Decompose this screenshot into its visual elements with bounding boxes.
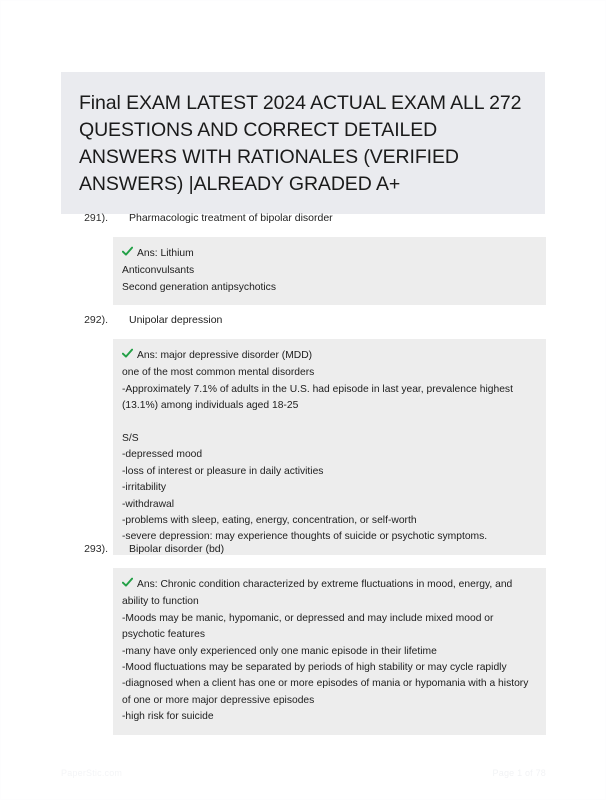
watermark-label: PaperStic.com xyxy=(61,768,123,778)
answer-line-spacer xyxy=(122,415,536,431)
answer-line: Second generation antipsychotics xyxy=(122,281,276,293)
page-title: Final EXAM LATEST 2024 ACTUAL EXAM ALL 272 QUESTIONS AND CORRECT DETAILED ANSWERS WITH RATIONALES (VERIFIED ANSWERS) |ALREADY GRADED A+ xyxy=(79,92,522,195)
answer-box xyxy=(113,568,546,735)
answer-line-primary xyxy=(122,577,536,611)
answer-line: one of the most common mental disorders xyxy=(122,367,315,379)
question-prompt: Bipolar disorder (bd) xyxy=(129,543,225,555)
answer-line: -irritability xyxy=(122,482,167,494)
question-number: 291). xyxy=(84,212,108,224)
answer-primary-text: Ans: Chronic condition characterized by extreme fluctuations in mood, energy, and ability to function xyxy=(122,579,516,608)
answer-line-primary xyxy=(122,246,536,263)
answer-line: -withdrawal xyxy=(122,498,175,510)
answer-primary-text: Ans: major depressive disorder (MDD) xyxy=(137,350,313,361)
answer-line: -depressed mood xyxy=(122,449,203,461)
question-block xyxy=(61,313,546,555)
question-prompt: Unipolar depression xyxy=(129,314,223,326)
page-footer xyxy=(61,768,546,778)
question-header xyxy=(61,313,546,328)
check-icon xyxy=(122,246,133,263)
answer-primary-text: Ans: Lithium xyxy=(137,248,194,259)
answer-box xyxy=(113,237,546,305)
question-prompt: Pharmacologic treatment of bipolar disorder xyxy=(129,212,333,224)
answer-line: -loss of interest or pleasure in daily activities xyxy=(122,465,324,477)
page-number-label: Page 1 of 78 xyxy=(492,768,546,778)
answer-line: -problems with sleep, eating, energy, concentration, or self-worth xyxy=(122,515,417,527)
answer-line: -Mood fluctuations may be separated by periods of high stability or may cycle rapidly xyxy=(122,662,507,674)
answer-line: -Moods may be manic, hypomanic, or depressed and may include mixed mood or psychotic features xyxy=(122,612,497,641)
answer-line: Anticonvulsants xyxy=(122,265,195,277)
answer-line: -many have only experienced only one manic episode in their lifetime xyxy=(122,645,437,657)
question-number: 293). xyxy=(84,543,108,555)
document-title-banner xyxy=(61,72,545,214)
check-icon xyxy=(122,348,133,365)
question-header xyxy=(61,542,546,557)
answer-line: -Approximately 7.1% of adults in the U.S. had episode in last year, prevalence highest (13.1%) among individuals aged 18-25 xyxy=(122,383,516,412)
question-block xyxy=(61,211,546,305)
check-icon xyxy=(122,577,133,594)
question-number: 292). xyxy=(84,314,108,326)
answer-line-primary xyxy=(122,348,536,365)
question-block xyxy=(61,542,546,735)
answer-line: -diagnosed when a client has one or more episodes of mania or hypomania with a history of one or more major depressive episodes xyxy=(122,678,532,706)
answer-line: S/S xyxy=(122,433,139,445)
answer-line: -high risk for suicide xyxy=(122,711,214,723)
answer-line: -severe depression: may experience thoughts of suicide or psychotic symptoms. xyxy=(122,531,488,543)
question-header xyxy=(61,211,546,226)
answer-box xyxy=(113,339,546,555)
